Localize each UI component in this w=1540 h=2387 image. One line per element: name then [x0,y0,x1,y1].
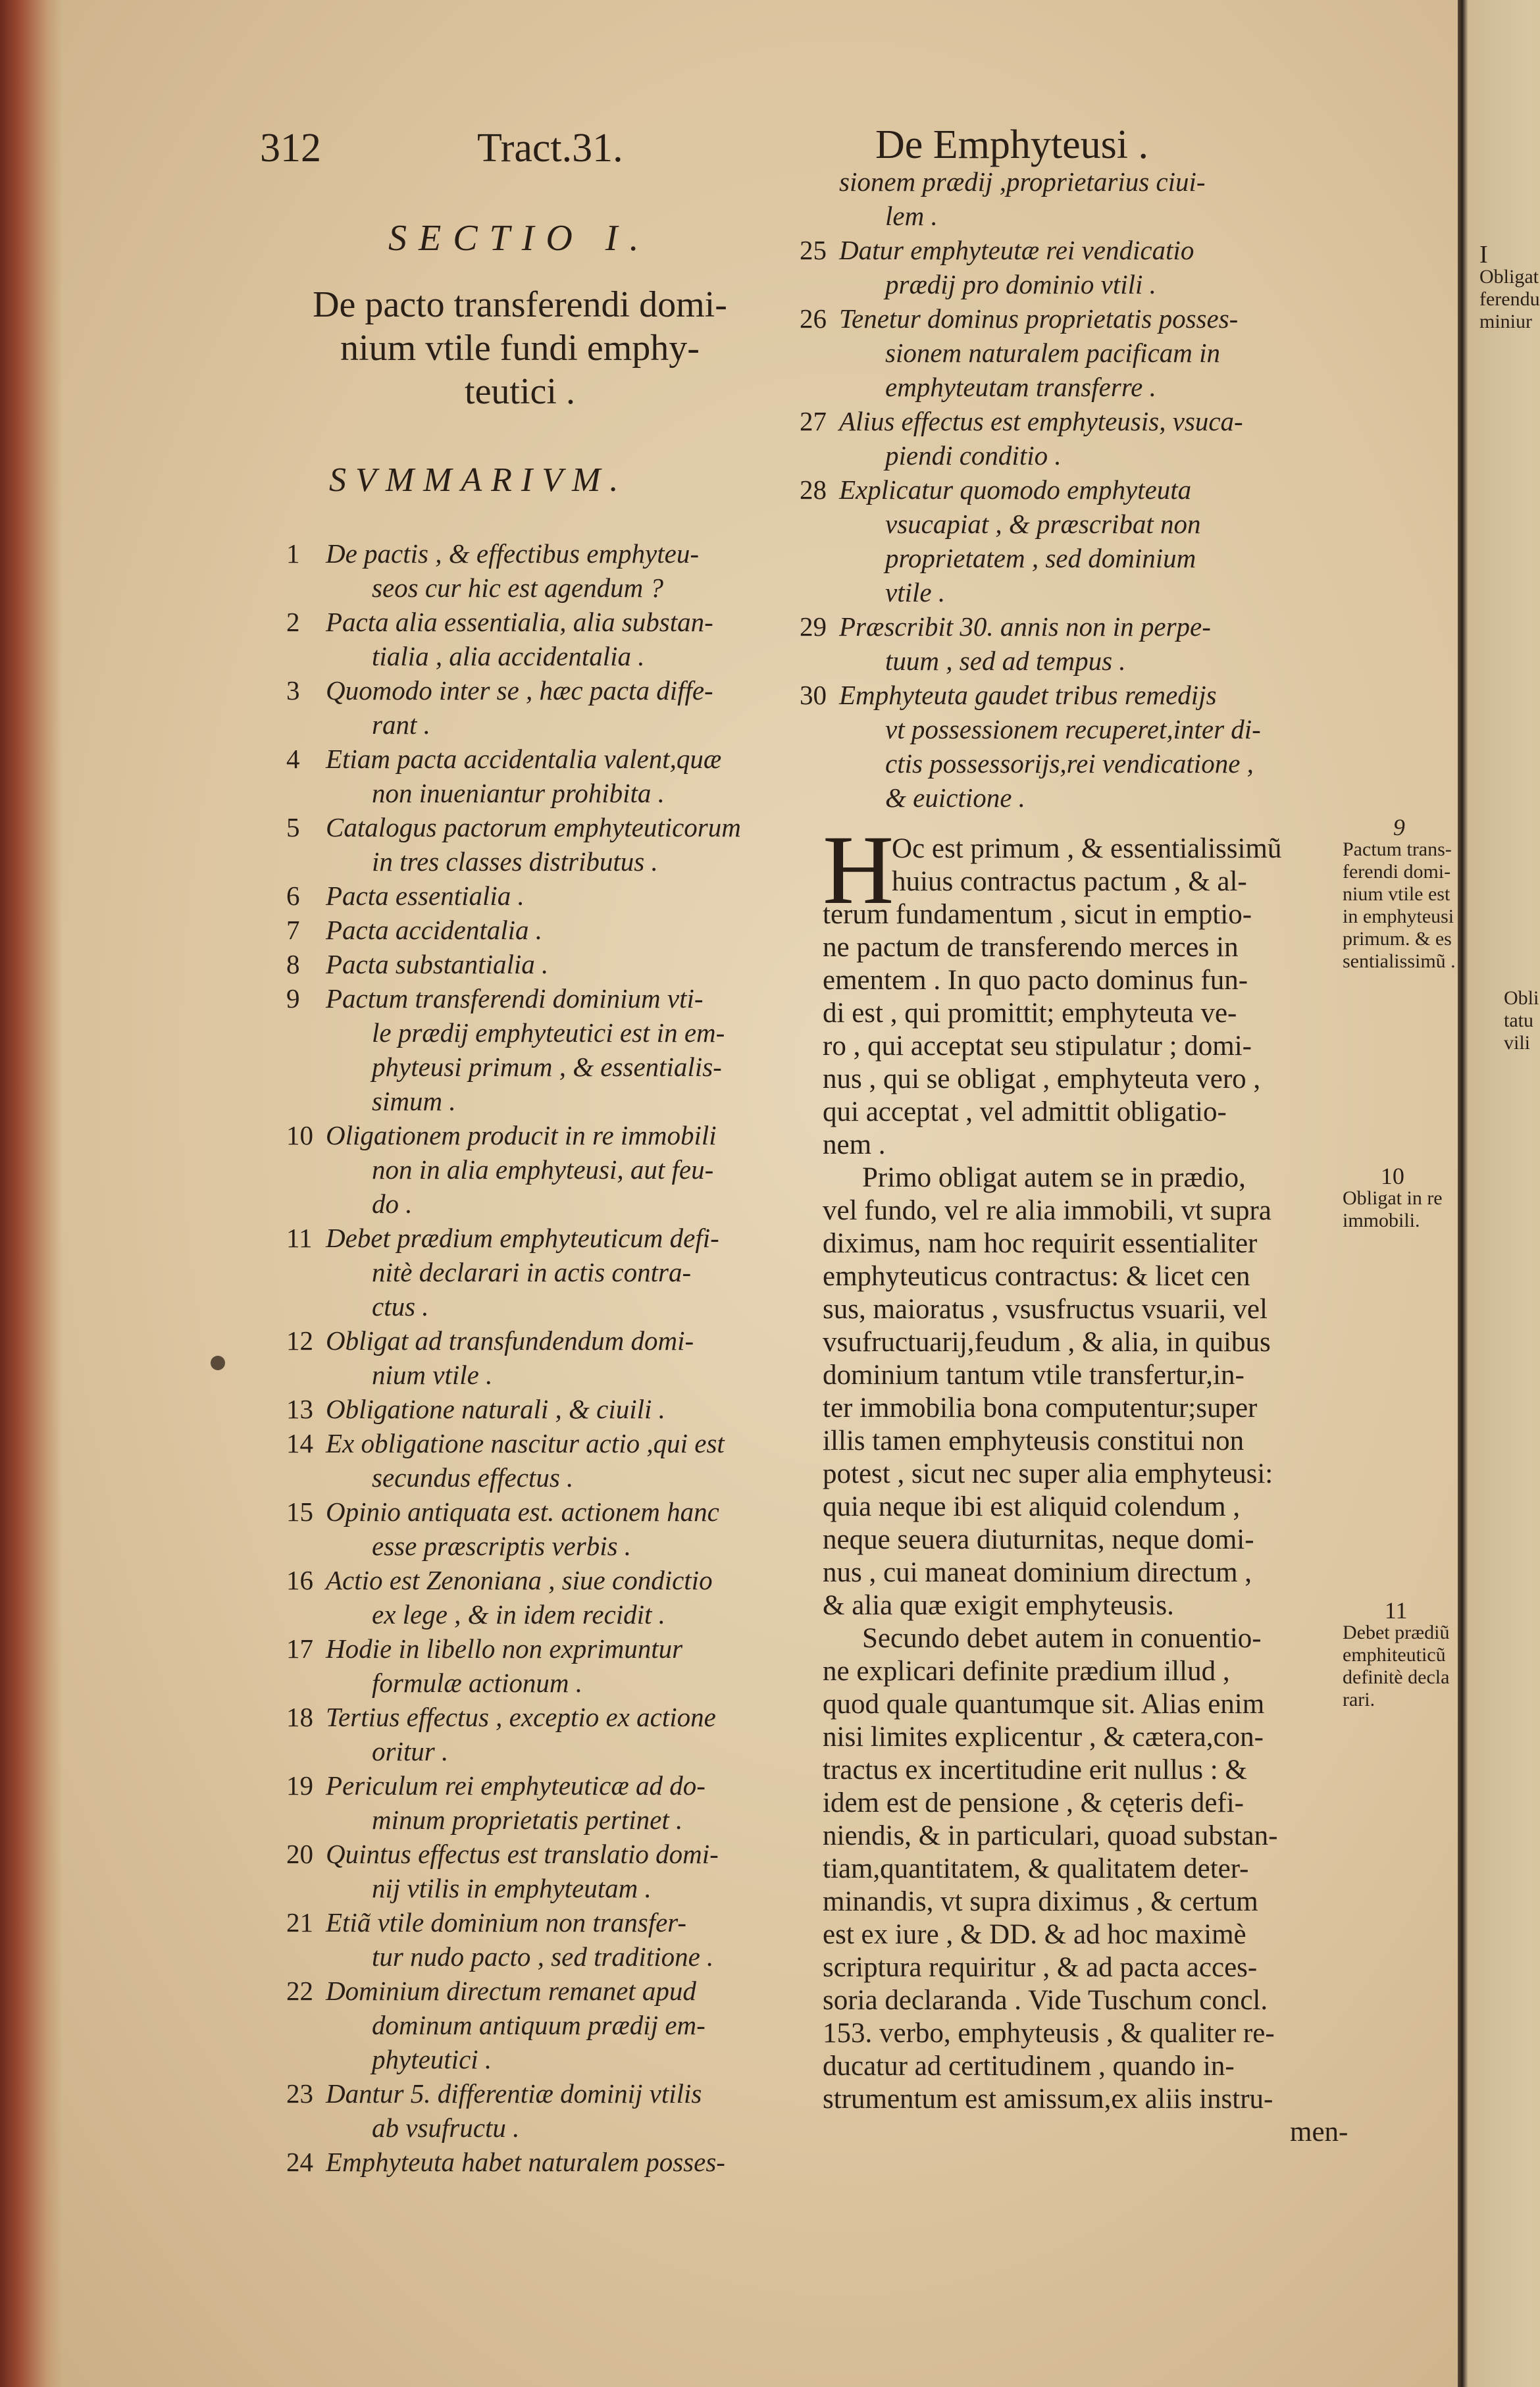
summary-text: secundus effectus . [372,1462,574,1493]
summary-line [800,575,945,609]
summary-number: 6 [286,881,300,911]
summary-line [286,2111,519,2145]
summary-number: 10 [286,1120,313,1150]
summary-text: ex lege , & in idem recidit . [372,1599,665,1630]
fragment-line: vili [1504,1032,1531,1054]
body-line: men- [1290,2117,1348,2147]
summary-line [286,1803,682,1837]
summary-line [286,1905,686,1939]
body-line: emphyteuticus contractus: & licet cen [823,1261,1250,1292]
summary-line [286,1289,429,1323]
summary-line [800,165,1206,199]
body-line: ter immobilia bona computentur;super [823,1393,1258,1424]
fragment-line: ferendu [1479,288,1540,310]
summary-line [800,746,1254,781]
summary-text: Catalogus pactorum emphyteuticorum [326,812,741,842]
summary-text: Obligat ad transfundendum domi- [326,1325,694,1356]
body-line: quod quale quantumque sit. Alias enim [823,1689,1265,1720]
summary-line [286,1529,631,1563]
summary-line [286,571,663,605]
summary-text: seos cur hic est agendum ? [372,573,663,603]
body-line: 153. verbo, emphyteusis , & qualiter re- [823,2018,1275,2049]
body-line: ne pactum de transferendo merces in [823,932,1239,963]
summary-text: esse præscriptis verbis . [372,1531,632,1561]
body-line: Secundo debet autem in conuentio- [862,1623,1262,1654]
summary-text: vsucapiat , & præscribat non [885,509,1201,539]
summary-number: 27 [800,406,827,436]
summary-line [286,707,430,742]
summary-line [286,2145,725,2179]
summary-number: 25 [800,235,827,265]
summary-line [286,2076,702,2111]
summary-line [286,844,658,879]
summary-text: ab vsufructu . [372,2113,520,2143]
summary-text: Ex obligatione nascitur actio ,qui est [326,1428,725,1458]
summary-number: 30 [800,680,827,710]
body-line: diximus, nam hoc requirit essentialiter [823,1228,1258,1259]
body-line: nus , cui maneat dominium directum , [823,1557,1252,1588]
summary-text: piendi conditio . [885,440,1062,471]
body-line: vsufructuarij,feudum , & alia, in quibus [823,1327,1271,1358]
body-line: tiam,quantitatem, & qualitatem deter- [823,1853,1249,1884]
section-heading: SECTIO I. [388,218,651,259]
summary-line [800,438,1062,473]
summary-line [286,1118,717,1152]
summary-line [286,947,548,981]
summary-line [800,678,1217,712]
summary-line [800,370,1156,404]
margin-note-line: definitè decla [1343,1666,1450,1688]
body-line: quia neque ibi est aliquid colendum , [823,1491,1241,1522]
summary-number: 8 [286,949,300,979]
page-gutter-right [1458,0,1540,2387]
summary-number: 3 [286,675,300,706]
summary-line [286,1015,725,1050]
body-line: ducatur ad certitudinem , quando in- [823,2051,1235,2082]
summary-number: 4 [286,744,300,774]
summary-number: 28 [800,475,827,505]
summary-text: do . [372,1189,413,1219]
summary-text: minum proprietatis pertinet . [372,1805,683,1835]
margin-note-line: primum. & es [1343,928,1452,950]
margin-note-number: 9 [1393,814,1405,840]
body-line: ne explicari definite prædium illud , [823,1656,1230,1687]
summary-number: 15 [286,1497,313,1527]
summary-line [286,1358,492,1392]
margin-note-line: in emphyteusi [1343,906,1454,927]
summary-number: 18 [286,1702,313,1732]
summary-line [286,1392,665,1426]
summary-text: proprietatem , sed dominium [885,543,1196,573]
summary-text: Emphyteuta habet naturalem posses- [326,2147,725,2177]
body-line: potest , sicut nec super alia emphyteusi: [823,1458,1273,1489]
body-line: Primo obligat autem se in prædio, [862,1162,1246,1193]
summary-text: Tenetur dominus proprietatis posses- [839,303,1239,334]
summary-line [800,267,1156,301]
body-line: vel fundo, vel re alia immobili, vt supra [823,1195,1271,1226]
summary-text: Quomodo inter se , hæc pacta diffe- [326,675,713,706]
summary-line [800,644,1126,678]
summary-line [286,1768,706,1803]
body-line: scriptura requiritur , & ad pacta acces- [823,1952,1258,1983]
summary-text: Pacta alia essentialia, alia substan- [326,607,713,637]
body-line: minandis, vt supra diximus , & certum [823,1886,1258,1917]
body-line: & alia quæ exigit emphyteusis. [823,1590,1174,1621]
summary-line [800,541,1196,575]
summary-line [286,1460,573,1495]
summary-text: Quintus effectus est translatio domi- [326,1839,719,1869]
summary-text: Periculum rei emphyteuticæ ad do- [326,1770,706,1801]
summary-line [800,199,938,233]
body-line: neque seuera diuturnitas, neque domi- [823,1524,1254,1555]
body-line: ro , qui acceptat seu stipulatur ; domi- [823,1031,1252,1062]
summary-text: Præscribit 30. annis non in perpe- [839,611,1211,642]
summary-line [800,404,1243,438]
summary-number: 9 [286,983,300,1014]
summary-text: phyteutici . [372,2044,492,2074]
summary-text: De pactis , & effectibus emphyteu- [326,538,699,569]
summary-text: ctus . [372,1291,429,1322]
summary-line [286,2042,492,2076]
summary-number: 19 [286,1770,313,1801]
body-line: nus , qui se obligat , emphyteuta vero , [823,1064,1261,1094]
section-title [250,283,790,413]
margin-note-line: Debet prædiũ [1343,1622,1450,1643]
summary-line [286,1597,665,1631]
body-line: sus, maioratus , vsusfructus vsuarii, vel [823,1294,1268,1325]
summary-number: 2 [286,607,300,637]
summary-line [286,1255,691,1289]
summary-text: & euictione . [885,783,1025,813]
summary-number: 29 [800,611,827,642]
body-line: tractus ex incertitudine erit nullus : & [823,1755,1247,1785]
summary-line [286,1426,725,1460]
summary-line [286,879,525,913]
summary-line [286,742,721,776]
summary-number: 23 [286,2078,313,2109]
margin-note-line: emphiteuticũ [1343,1644,1446,1666]
summary-text: Emphyteuta gaudet tribus remedijs [839,680,1217,710]
summary-line [286,1871,652,1905]
summary-line [286,1084,456,1118]
body-line: illis tamen emphyteusis constitui non [823,1425,1245,1456]
summary-text: Oligationem producit in re immobili [326,1120,717,1150]
summary-text: Opinio antiquata est. actionem hanc [326,1497,719,1527]
summary-text: Dantur 5. differentiæ dominij vtilis [326,2078,702,2109]
fragment-line: tatu [1504,1010,1533,1031]
summary-text: Dominium directum remanet apud [326,1976,696,2006]
summary-text: in tres classes distributus . [372,846,658,877]
summarium-heading: SVMMARIVM. [329,461,628,499]
fragment-line: Obligat [1479,266,1539,288]
summary-text: nium vtile . [372,1360,493,1390]
summary-text: Pacta accidentalia . [326,915,543,945]
summary-text: nitè declarari in actis contra- [372,1257,692,1287]
summary-number: 22 [286,1976,313,2006]
summary-text: tialia , alia accidentalia . [372,641,645,671]
summary-text: Explicatur quomodo emphyteuta [839,475,1192,505]
margin-note-number: 11 [1384,1597,1408,1624]
summary-line [286,1837,719,1871]
summary-line [286,673,713,707]
summary-text: prædij pro dominio vtili . [885,269,1156,299]
page-edge-left [0,0,63,2387]
summary-text: tur nudo pacto , sed traditione . [372,1941,714,1972]
summary-line [800,712,1261,746]
summary-line [800,301,1238,336]
summary-number: 16 [286,1565,313,1595]
summary-line [286,776,665,810]
summary-line [286,639,645,673]
ink-spot [211,1356,225,1370]
summary-text: non inueniantur prohibita . [372,778,665,808]
summary-text: Pactum transferendi dominium vti- [326,983,704,1014]
page-number: 312 [260,126,321,170]
summary-text: nij vtilis in emphyteutam . [372,1873,652,1903]
body-line: qui acceptat , vel admittit obligatio- [823,1096,1227,1127]
summary-text: dominum antiquum prædij em- [372,2010,706,2040]
summary-line [286,605,713,639]
summary-line [286,1974,696,2008]
summary-text: formulæ actionum . [372,1668,583,1698]
body-line: est ex iure , & DD. & ad hoc maximè [823,1919,1246,1950]
summary-text: Debet prædium emphyteuticum defi- [326,1223,719,1253]
summary-text: Alius effectus est emphyteusis, vsuca- [839,406,1243,436]
summary-text: le prædij emphyteutici est in em- [372,1017,725,1048]
summary-line [286,981,704,1015]
summary-number: 14 [286,1428,313,1458]
margin-note-line: ferendi domi- [1343,861,1451,883]
summary-text: ctis possessorijs,rei vendicatione , [885,748,1254,779]
body-line: soria declaranda . Vide Tuschum concl. [823,1985,1268,2016]
summary-line [286,1563,713,1597]
summary-line [800,336,1220,370]
summary-text: Pacta substantialia . [326,949,549,979]
summary-text: sionem naturalem pacificam in [885,338,1221,368]
next-page-fragment-top [1479,241,1540,333]
body-line: di est , qui promittit; emphyteuta ve- [823,998,1237,1029]
summary-line [800,609,1211,644]
body-line: idem est de pensione , & cęteris defi- [823,1787,1245,1818]
body-line: Oc est primum , & essentialissimũ [892,833,1282,864]
section-title-line: De pacto transferendi domi- [313,284,727,325]
summary-text: sionem prædij ,proprietarius ciui- [839,167,1206,197]
summary-text: Pacta essentialia . [326,881,525,911]
summary-line [286,810,741,844]
summary-number: 1 [286,538,300,569]
summary-text: rant . [372,709,430,740]
drop-cap: H [823,815,894,925]
fragment-line: Obli [1504,987,1539,1009]
margin-note-line: nium vtile est [1343,883,1450,905]
margin-note [1343,1165,1443,1232]
summary-number: 21 [286,1907,313,1938]
margin-note-line: rari. [1343,1689,1375,1710]
summary-text: simum . [372,1086,456,1116]
summary-number: 12 [286,1325,313,1356]
summary-line [286,1050,722,1084]
next-page-fragment-mid [1504,987,1539,1054]
summary-line [286,1495,719,1529]
summary-text: oritur . [372,1736,449,1766]
summary-text: phyteusi primum , & essentialis- [372,1052,722,1082]
margin-note-line: sentialissimũ . [1343,950,1456,972]
summary-text: Hodie in libello non exprimuntur [326,1633,683,1664]
summary-line [286,1939,713,1974]
summary-line [286,1187,413,1221]
summary-line [286,1152,713,1187]
summary-text: Datur emphyteutæ rei vendicatio [839,235,1194,265]
margin-note-line: immobili. [1343,1210,1420,1231]
section-title-line: teutici . [465,371,575,412]
body-line: nisi limites explicentur , & cætera,con- [823,1722,1264,1753]
margin-note-line: Pactum trans- [1343,838,1452,860]
body-line: nem . [823,1129,886,1160]
summary-number: 7 [286,915,300,945]
summary-text: Etiam pacta accidentalia valent,quæ [326,744,722,774]
margin-note [1343,1599,1449,1711]
margin-note-number: 10 [1380,1163,1404,1189]
summary-line [286,1734,448,1768]
summary-line [800,507,1200,541]
summary-text: Actio est Zenoniana , siue condictio [326,1565,713,1595]
summary-text: vt possessionem recuperet,inter di- [885,714,1261,744]
summary-line [286,1700,716,1734]
summary-number: 5 [286,812,300,842]
margin-note [1343,816,1456,973]
body-line: ementem . In quo pacto dominus fun- [823,965,1248,996]
body-line: dominium tantum vtile transfertur,in- [823,1360,1245,1391]
summary-line [286,1666,582,1700]
summary-line [800,781,1025,815]
fragment-line: miniur [1479,311,1532,332]
summary-line [800,473,1191,507]
summary-number: 26 [800,303,827,334]
summary-text: Etiã vtile dominium non transfer- [326,1907,687,1938]
summary-line [286,2008,706,2042]
summary-text: Tertius effectus , exceptio ex actione [326,1702,716,1732]
fragment-line: I [1479,241,1488,269]
summary-line [286,1221,719,1255]
body-line: strumentum est amissum,ex aliis instru- [823,2084,1273,2115]
summary-number: 20 [286,1839,313,1869]
body-line: terum fundamentum , sicut in emptio- [823,899,1252,930]
summary-text: emphyteutam transferre . [885,372,1156,402]
margin-note-line: Obligat in re [1343,1187,1443,1209]
summary-text: lem . [885,201,938,231]
summary-line [286,913,542,947]
summary-text: tuum , sed ad tempus . [885,646,1126,676]
body-line: niendis, & in particulari, quoad substan- [823,1820,1278,1851]
section-title-line: nium vtile fundi emphy- [340,328,700,369]
summary-number: 17 [286,1633,313,1664]
body-line: huius contractus pactum , & al- [892,866,1247,897]
summary-line [286,536,699,571]
tract-label: Tract.31. [477,126,623,170]
summary-number: 13 [286,1394,313,1424]
summary-line [286,1323,694,1358]
summary-text: vtile . [885,577,946,607]
summary-text: non in alia emphyteusi, aut feu- [372,1154,714,1185]
summary-line [286,1631,682,1666]
summary-text: Obligatione naturali , & ciuili . [326,1394,665,1424]
running-title: De Emphyteusi . [875,122,1148,167]
summary-number: 11 [286,1223,313,1253]
summary-number: 24 [286,2147,313,2177]
summary-line [800,233,1194,267]
